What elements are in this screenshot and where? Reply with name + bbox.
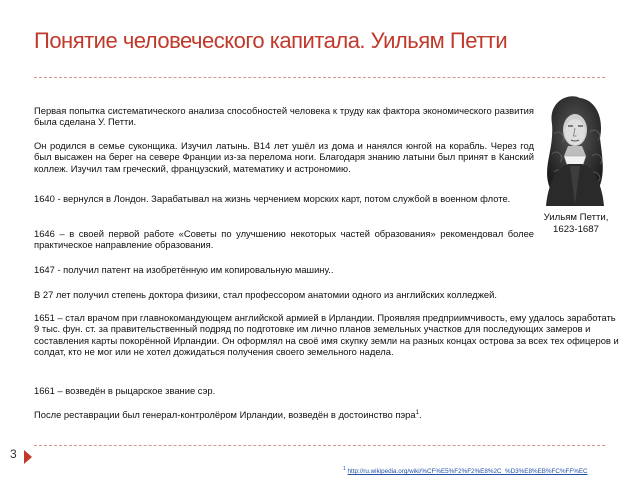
paragraph-1640: 1640 - вернулся в Лондон. Зарабатывал на жизнь черчением морских карт, потом службой в военном флоте.: [34, 193, 511, 204]
paragraph-1646: 1646 – в своей первой работе «Советы по улучшению некоторых частей образования» рекомендовал более практическое направление образования.: [34, 228, 534, 251]
paragraph-early-life: Он родился в семье суконщика. Изучил латынь. В14 лет ушёл из дома и нанялся юнгой на корабль. Через год был высажен на берег на севере Франции из-за перелома ноги. Благодаря знанию латыни был принят в Канский коллеж. Изучил там греческий, французский, математику и астрономию.: [34, 140, 534, 174]
paragraph-restoration: После реставрации был генерал-контролёром Ирландии, возведён в достоинство пэра$^1$.: [34, 409, 422, 421]
portrait-caption-name: Уильям Петти,: [543, 212, 609, 223]
footer-divider: [34, 445, 605, 446]
arrow-right-icon: [24, 450, 32, 464]
paragraph-1661: 1661 – возведён в рыцарское звание сэр.: [34, 385, 216, 396]
page-number: 3: [10, 447, 17, 461]
footnote: [343, 465, 588, 476]
slide-title: Понятие человеческого капитала. Уильям Петти: [34, 28, 508, 53]
footnote-number: 1: [343, 466, 346, 472]
footnote-marker: 1: [415, 410, 419, 416]
paragraph-doctor: В 27 лет получил степень доктора физики, стал профессором анатомии одного из английских колледжей.: [34, 289, 497, 300]
footnote-link[interactable]: http://ru.wikipedia.org/wiki/%CF%E5%F2%F2%E8%2C_%D3%E8%EB%FC%FF%EC: [347, 468, 588, 476]
paragraph-1647: 1647 - получил патент на изобретённую им копировальную машину..: [34, 264, 334, 275]
paragraph-1651: 1651 – стал врачом при главнокомандующем английской армией в Ирландии. Проявляя предприимчивость, ему удалось заработать 9 тыс. фун. ст. за правительственный подряд по подготовке им лично планов земельных участков для последующих замеров и составления карты покорённой Ирландии. Он оформлял на своё имя скупку земли на разных концах острова за всех тех офицеров и солдат, кто не мог или не хотел дожидаться получения своего земельного надела.: [34, 312, 619, 358]
portrait-caption-years: 1623-1687: [553, 224, 599, 235]
portrait-caption: [535, 212, 617, 236]
title-divider: [34, 77, 605, 78]
portrait-image: [542, 94, 608, 206]
paragraph-intro: Первая попытка систематического анализа способностей человека к труду как фактора экономического развития была сделана У. Петти.: [34, 105, 534, 128]
